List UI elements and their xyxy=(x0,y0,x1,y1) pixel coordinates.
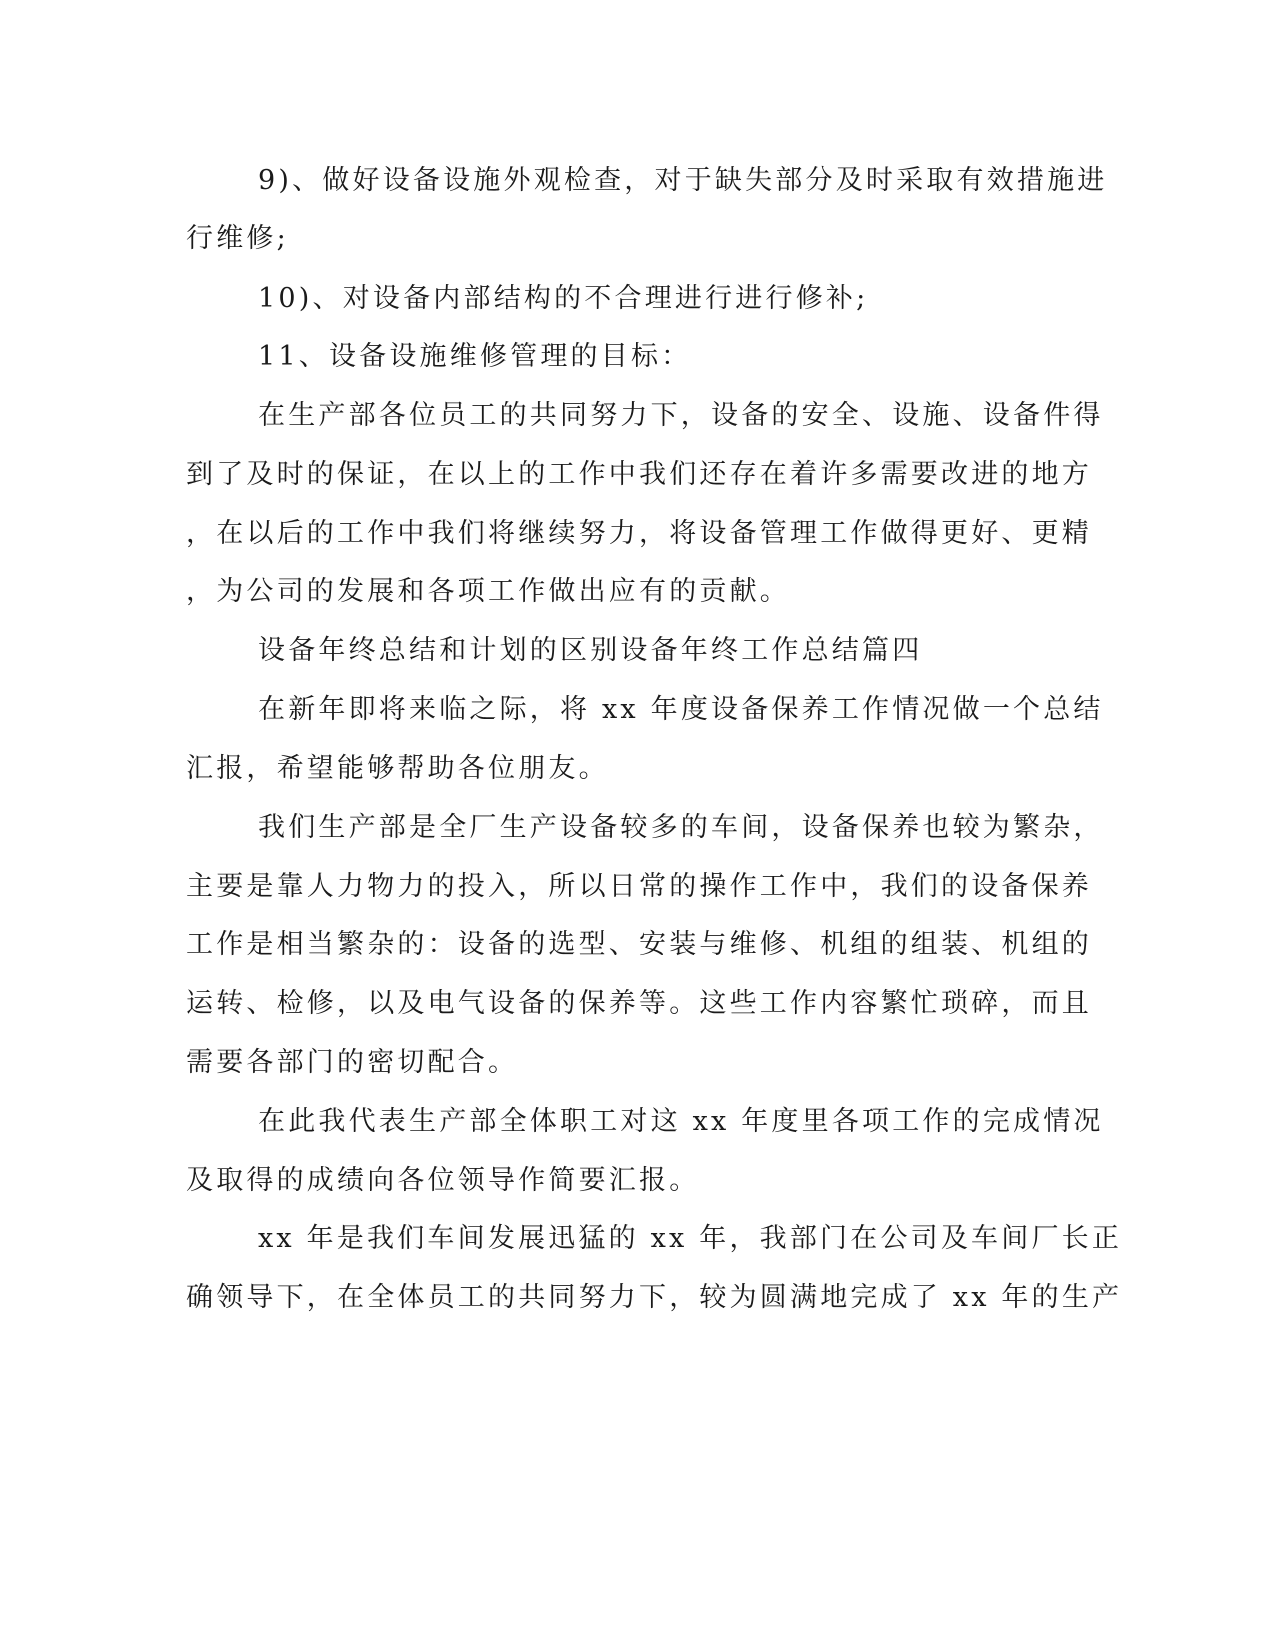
text-line: 在生产部各位员工的共同努力下，设备的安全、设施、设备件得 xyxy=(258,400,1104,431)
text-line: ，为公司的发展和各项工作做出应有的贡献。 xyxy=(186,576,790,607)
text-line: 10)、对设备内部结构的不合理进行进行修补; xyxy=(258,283,869,314)
text-line: 汇报，希望能够帮助各位朋友。 xyxy=(186,753,609,784)
section-heading: 设备年终总结和计划的区别设备年终工作总结篇四 xyxy=(258,635,923,666)
text-line: 主要是靠人力物力的投入，所以日常的操作工作中，我们的设备保养 xyxy=(186,871,1092,902)
text-line: 11、设备设施维修管理的目标： xyxy=(258,341,692,372)
text-line: 9)、做好设备设施外观检查，对于缺失部分及时采取有效措施进 xyxy=(258,165,1108,196)
text-line: xx 年是我们车间发展迅猛的 xx 年，我部门在公司及车间厂长正 xyxy=(258,1223,1123,1254)
text-line: 在此我代表生产部全体职工对这 xx 年度里各项工作的完成情况 xyxy=(258,1106,1104,1137)
text-line: 确领导下，在全体员工的共同努力下，较为圆满地完成了 xx 年的生产 xyxy=(186,1282,1123,1313)
text-line: 运转、检修，以及电气设备的保养等。这些工作内容繁忙琐碎，而且 xyxy=(186,988,1092,1019)
text-line: 到了及时的保证，在以上的工作中我们还存在着许多需要改进的地方 xyxy=(186,459,1092,490)
text-line: 及取得的成绩向各位领导作简要汇报。 xyxy=(186,1165,700,1196)
text-line: 行维修; xyxy=(186,223,289,254)
text-line: 在新年即将来临之际，将 xx 年度设备保养工作情况做一个总结 xyxy=(258,694,1104,725)
text-line: ，在以后的工作中我们将继续努力，将设备管理工作做得更好、更精 xyxy=(186,518,1092,549)
text-line: 需要各部门的密切配合。 xyxy=(186,1047,519,1078)
text-line: 工作是相当繁杂的：设备的选型、安装与维修、机组的组装、机组的 xyxy=(186,929,1092,960)
text-line: 我们生产部是全厂生产设备较多的车间，设备保养也较为繁杂， xyxy=(258,812,1104,843)
